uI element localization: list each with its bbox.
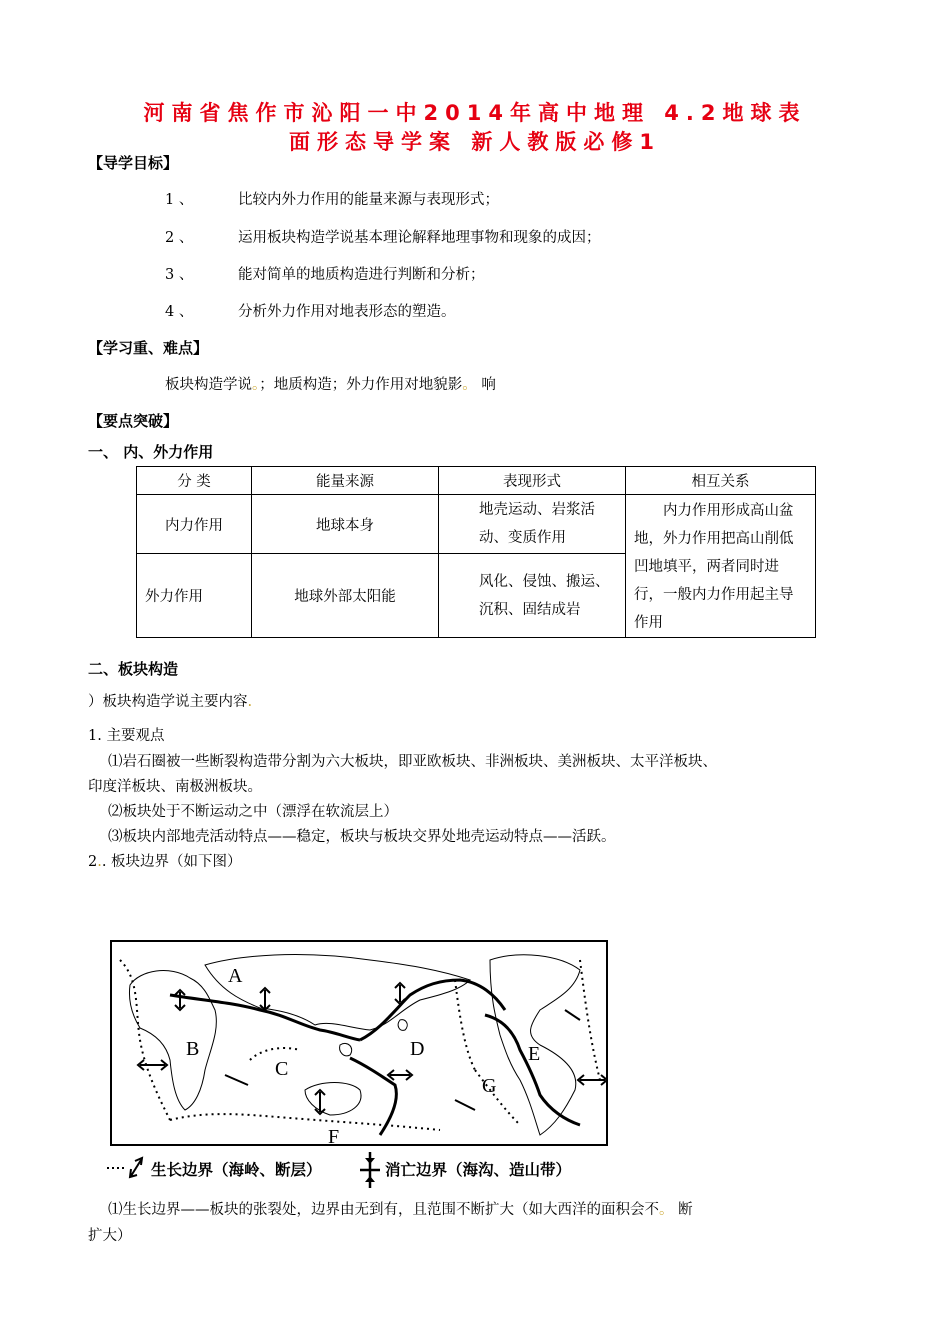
plate-label-c: C — [275, 1058, 289, 1080]
plate-label-a: A — [228, 965, 243, 987]
key-points-heading: 【学习重、难点】 — [88, 339, 209, 357]
document-title-line1: 河南省焦作市沁阳一中2014年高中地理 4.2地球表 — [143, 101, 807, 125]
goal-number: 4 、 — [165, 304, 194, 320]
plate-boundary-map — [110, 940, 608, 1146]
table-cell-source: 地球外部太阳能 — [252, 554, 439, 638]
main-point-1-line1: ⑴岩石圈被一些断裂构造带分割为六大板块，即亚欧板块、非洲板块、美洲板块、太平洋板块、 — [108, 754, 717, 770]
goal-text: 能对简单的地质构造进行判断和分析； — [238, 267, 485, 283]
section2-intro: ）板块构造学说主要内容. — [88, 694, 253, 710]
goal-number: 2 、 — [165, 230, 194, 246]
section2-heading: 二、板块构造 — [88, 660, 179, 678]
table-cell-type: 内力作用 — [137, 495, 252, 554]
key-points-text: 板块构造学说。；地质构造；外力作用对地貌影。 响 — [165, 377, 496, 393]
plate-boundary-title: 2.. 板块边界（如下图） — [88, 854, 242, 870]
growth-boundary-line2: 扩大） — [88, 1228, 132, 1244]
plate-label-g: G — [482, 1075, 497, 1097]
table-header-form: 表现形式 — [439, 467, 626, 495]
goal-number: 3 、 — [165, 267, 194, 283]
legend-growth-label: 生长边界（海岭、断层） — [151, 1161, 322, 1179]
plate-label-f: F — [328, 1126, 340, 1146]
plate-label-b: B — [186, 1038, 200, 1060]
table-cell-form: 风化、侵蚀、搬运、沉积、固结成岩 — [439, 554, 626, 638]
goal-number: 1 、 — [165, 192, 194, 208]
main-point-1-line2: 印度洋板块、南极洲板块。 — [88, 779, 262, 795]
goals-heading: 【导学目标】 — [88, 154, 179, 172]
goal-text: 分析外力作用对地表形态的塑造。 — [238, 304, 456, 320]
table-header-source: 能量来源 — [252, 467, 439, 495]
map-legend — [105, 1150, 625, 1190]
plate-label-d: D — [410, 1038, 425, 1060]
legend-subduction-label: 消亡边界（海沟、造山带） — [385, 1161, 572, 1179]
table-cell-source: 地球本身 — [252, 495, 439, 554]
table-cell-relation: 内力作用形成高山盆地，外力作用把高山削低凹地填平，两者同时进行，一般内力作用起主导作用 — [626, 495, 816, 638]
plate-label-e: E — [528, 1043, 541, 1065]
main-points-title: 1. 主要观点 — [88, 728, 165, 744]
growth-boundary-line1: ⑴生长边界——板块的张裂处，边界由无到有，且范围不断扩大（如大西洋的面积会不。 断 — [108, 1202, 693, 1218]
table-header-category: 分 类 — [137, 467, 252, 495]
main-point-2: ⑵板块处于不断运动之中（漂浮在软流层上） — [108, 804, 398, 820]
forces-table — [136, 466, 816, 638]
table-cell-type: 外力作用 — [137, 554, 252, 638]
world-plate-map — [110, 940, 608, 1146]
table-header-relation: 相互关系 — [626, 467, 816, 495]
main-point-3: ⑶板块内部地壳活动特点——稳定，板块与板块交界处地壳运动特点——活跃。 — [108, 829, 616, 845]
table-cell-form: 地壳运动、岩浆活动、变质作用 — [439, 495, 626, 554]
subduction-boundary-symbol — [358, 1150, 382, 1190]
breakthrough-heading: 【要点突破】 — [88, 412, 179, 430]
goal-text: 运用板块构造学说基本理论解释地理事物和现象的成因； — [238, 230, 601, 246]
goal-text: 比较内外力作用的能量来源与表现形式； — [238, 192, 499, 208]
section1-heading: 一、 内、外力作用 — [88, 443, 214, 461]
document-title-line2: 面形态导学案 新人教版必修1 — [289, 130, 661, 154]
